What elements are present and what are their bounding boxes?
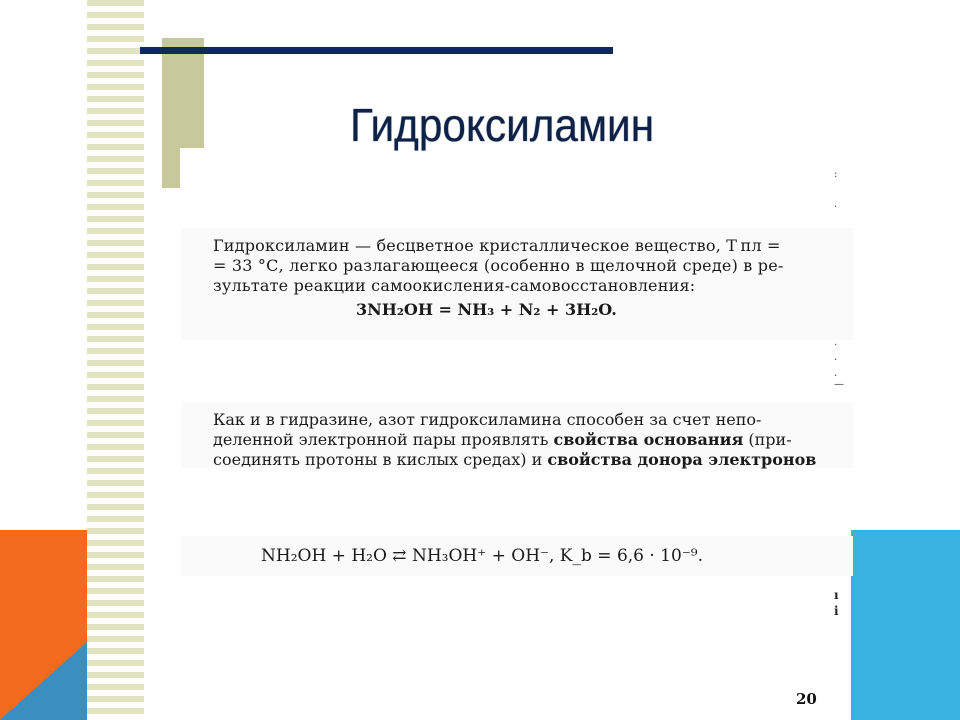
slide-title: Гидроксиламин [350,99,655,151]
scan2-line-3 [213,450,816,469]
scan2-line-2-start: деленной электронной пары проявлять [213,430,554,449]
scan2-line-3-start: соединять протоны в кислых средах) и [213,450,548,469]
decomposition-formula: 3NH₂OH = NH₃ + N₂ + 3H₂O. [356,300,617,319]
scan2-line-2 [213,430,792,449]
edge-fragment: i [834,604,839,618]
decorative-stripes [87,0,144,720]
base-dissociation-formula: NH₂OH + H₂O ⇄ NH₃OH⁺ + OH⁻, K_b = 6,6 · 10⁻⁹. [261,546,704,566]
edge-mark: . [834,199,838,210]
scan1-line-3: зультате реакции самоокисления-самовосстановления: [213,276,696,295]
edge-mark: . [834,337,838,348]
scanned-text-block-1 [181,228,853,340]
scan2-line-2-end: (при- [743,430,792,449]
blue-right-block [851,530,960,720]
edge-mark: : [834,169,838,180]
edge-mark: · [834,355,838,366]
scan1-line-2: = 33 °С, легко разлагающееся (особенно в щелочной среде) в ре- [213,256,784,275]
edge-mark: · [834,371,838,382]
scan1-line-1: Гидроксиламин — бесцветное кристаллическое вещество, T пл = [213,236,781,255]
scan2-line-1: Как и в гидразине, азот гидроксиламина способен за счет непо- [213,410,762,429]
scan2-line-3-bold: свойства донора электронов [547,450,817,469]
scanned-text-block-3 [181,536,853,576]
scanned-text-block-2 [181,402,853,468]
edge-mark: — [834,379,844,390]
olive-accent-block [162,38,204,148]
title-underline-bar [140,47,613,54]
scan2-line-2-bold: свойства основания [553,430,744,449]
page-number: 20 [796,690,817,708]
olive-accent-block-lower [162,148,180,188]
edge-fragment: ı [834,588,839,602]
